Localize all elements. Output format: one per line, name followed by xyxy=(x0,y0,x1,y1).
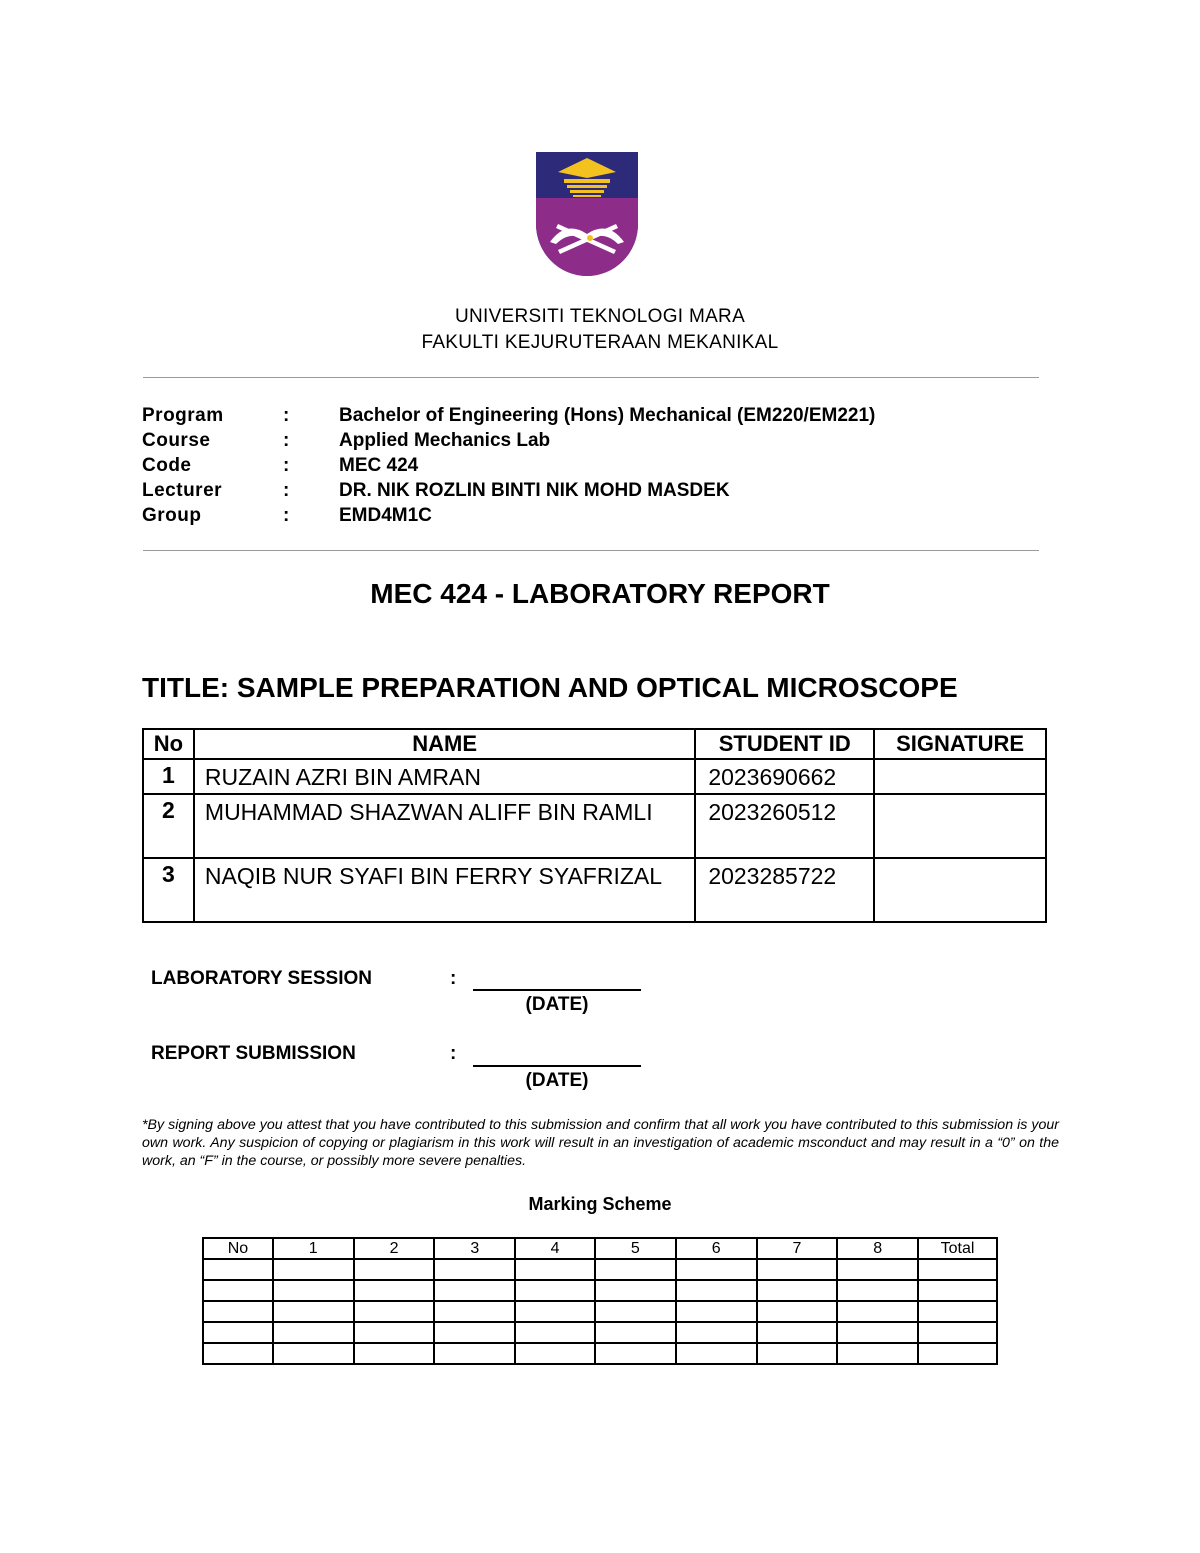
marking-header-cell: 7 xyxy=(757,1238,838,1259)
marking-cell[interactable] xyxy=(273,1259,354,1280)
marking-scheme-title: Marking Scheme xyxy=(528,1194,672,1214)
course-info xyxy=(142,405,1042,530)
info-colon: : xyxy=(283,480,290,501)
report-submission-label: REPORT SUBMISSION xyxy=(151,1043,356,1064)
university-crest-logo xyxy=(536,152,638,276)
info-label: Program xyxy=(142,405,224,426)
member-row xyxy=(143,759,1046,794)
members-table xyxy=(142,728,1047,923)
faculty-name: FAKULTI KEJURUTERAAN MEKANIKAL xyxy=(421,332,779,353)
marking-cell[interactable] xyxy=(354,1301,435,1322)
lab-session-colon: : xyxy=(450,968,457,989)
marking-header-cell: 1 xyxy=(273,1238,354,1259)
marking-cell[interactable] xyxy=(676,1280,757,1301)
marking-cell[interactable] xyxy=(757,1322,838,1343)
marking-cell[interactable] xyxy=(203,1322,273,1343)
university-name: UNIVERSITI TEKNOLOGI MARA xyxy=(454,306,746,327)
marking-cell[interactable] xyxy=(918,1259,997,1280)
marking-cell[interactable] xyxy=(434,1259,515,1280)
marking-header-cell: Total xyxy=(918,1238,997,1259)
marking-header-cell: 5 xyxy=(595,1238,676,1259)
member-no: 3 xyxy=(143,858,194,922)
marking-row xyxy=(203,1259,997,1280)
marking-cell[interactable] xyxy=(676,1322,757,1343)
marking-cell[interactable] xyxy=(757,1301,838,1322)
info-colon: : xyxy=(283,505,290,526)
report-submission-date-line[interactable] xyxy=(473,1065,641,1067)
info-colon: : xyxy=(283,405,290,426)
marking-cell[interactable] xyxy=(837,1301,918,1322)
lab-session-date-line[interactable] xyxy=(473,989,641,991)
marking-cell[interactable] xyxy=(515,1280,595,1301)
member-row xyxy=(143,794,1046,858)
member-student-id: 2023285722 xyxy=(695,858,874,922)
marking-cell[interactable] xyxy=(354,1343,435,1364)
member-name: RUZAIN AZRI BIN AMRAN xyxy=(194,759,695,794)
marking-header-cell: 8 xyxy=(837,1238,918,1259)
member-name: MUHAMMAD SHAZWAN ALIFF BIN RAMLI xyxy=(194,794,695,858)
document-title: TITLE: SAMPLE PREPARATION AND OPTICAL MICROSCOPE xyxy=(142,672,958,703)
marking-cell[interactable] xyxy=(918,1322,997,1343)
header-name: NAME xyxy=(194,729,695,759)
marking-cell[interactable] xyxy=(434,1301,515,1322)
marking-header-row xyxy=(203,1238,997,1259)
info-row-group xyxy=(142,505,1042,530)
marking-cell[interactable] xyxy=(595,1343,676,1364)
member-student-id: 2023260512 xyxy=(695,794,874,858)
marking-header-cell: No xyxy=(203,1238,273,1259)
member-student-id: 2023690662 xyxy=(695,759,874,794)
report-submission-colon: : xyxy=(450,1043,457,1064)
marking-cell[interactable] xyxy=(354,1322,435,1343)
header-signature: SIGNATURE xyxy=(874,729,1046,759)
marking-cell[interactable] xyxy=(757,1280,838,1301)
marking-cell[interactable] xyxy=(757,1343,838,1364)
info-label: Code xyxy=(142,455,192,476)
member-no: 1 xyxy=(143,759,194,794)
info-value: EMD4M1C xyxy=(339,505,432,526)
divider-top xyxy=(143,377,1039,378)
marking-cell[interactable] xyxy=(676,1259,757,1280)
divider-bottom xyxy=(143,550,1039,551)
marking-row xyxy=(203,1322,997,1343)
marking-row xyxy=(203,1280,997,1301)
marking-row xyxy=(203,1343,997,1364)
member-row xyxy=(143,858,1046,922)
lab-session-label: LABORATORY SESSION xyxy=(151,968,372,989)
marking-cell[interactable] xyxy=(837,1322,918,1343)
info-label: Lecturer xyxy=(142,480,223,501)
marking-header-cell: 2 xyxy=(354,1238,435,1259)
info-row-course xyxy=(142,430,1042,455)
marking-cell[interactable] xyxy=(595,1280,676,1301)
lab-session-date-label: (DATE) xyxy=(525,994,589,1015)
report-submission-date-label: (DATE) xyxy=(525,1070,589,1091)
marking-cell[interactable] xyxy=(434,1322,515,1343)
marking-cell[interactable] xyxy=(273,1301,354,1322)
marking-cell[interactable] xyxy=(273,1280,354,1301)
info-row-program xyxy=(142,405,1042,430)
marking-cell[interactable] xyxy=(203,1280,273,1301)
member-signature-cell[interactable] xyxy=(874,794,1046,858)
report-title: MEC 424 - LABORATORY REPORT xyxy=(370,578,830,609)
marking-cell[interactable] xyxy=(837,1259,918,1280)
members-header-row xyxy=(143,729,1046,759)
marking-cell[interactable] xyxy=(203,1343,273,1364)
marking-cell[interactable] xyxy=(354,1259,435,1280)
marking-header-cell: 6 xyxy=(676,1238,757,1259)
header-student-id: STUDENT ID xyxy=(695,729,874,759)
info-row-lecturer xyxy=(142,480,1042,505)
marking-cell[interactable] xyxy=(515,1343,595,1364)
marking-cell[interactable] xyxy=(354,1280,435,1301)
marking-scheme-table xyxy=(202,1237,998,1365)
member-signature-cell[interactable] xyxy=(874,759,1046,794)
marking-cell[interactable] xyxy=(676,1343,757,1364)
member-name: NAQIB NUR SYAFI BIN FERRY SYAFRIZAL xyxy=(194,858,695,922)
info-value: MEC 424 xyxy=(339,455,419,476)
marking-cell[interactable] xyxy=(918,1280,997,1301)
info-row-code xyxy=(142,455,1042,480)
member-signature-cell[interactable] xyxy=(874,858,1046,922)
marking-row xyxy=(203,1301,997,1322)
marking-cell[interactable] xyxy=(918,1301,997,1322)
marking-header-cell: 3 xyxy=(434,1238,515,1259)
info-colon: : xyxy=(283,455,290,476)
marking-cell[interactable] xyxy=(595,1322,676,1343)
info-label: Group xyxy=(142,505,202,526)
marking-cell[interactable] xyxy=(273,1343,354,1364)
marking-cell[interactable] xyxy=(203,1301,273,1322)
marking-cell[interactable] xyxy=(515,1301,595,1322)
info-colon: : xyxy=(283,430,290,451)
marking-cell[interactable] xyxy=(837,1343,918,1364)
plagiarism-disclaimer: *By signing above you attest that you have contributed to this submission and confirm that all work you have contributed to this submission is your own work. Any suspicion of copying or plagiarism in this work will result in an investigation of academic msconduct and may result in a “0” on the work, an “F” in the course, or possibly more severe penalties. xyxy=(142,1117,1059,1169)
marking-cell[interactable] xyxy=(595,1301,676,1322)
marking-cell[interactable] xyxy=(273,1322,354,1343)
marking-cell[interactable] xyxy=(837,1280,918,1301)
marking-cell[interactable] xyxy=(757,1259,838,1280)
marking-cell[interactable] xyxy=(676,1301,757,1322)
info-value: Bachelor of Engineering (Hons) Mechanical (EM220/EM221) xyxy=(339,405,876,426)
header-no: No xyxy=(143,729,194,759)
info-value: DR. NIK ROZLIN BINTI NIK MOHD MASDEK xyxy=(339,480,730,501)
marking-cell[interactable] xyxy=(434,1280,515,1301)
marking-cell[interactable] xyxy=(203,1259,273,1280)
member-no: 2 xyxy=(143,794,194,858)
marking-cell[interactable] xyxy=(434,1343,515,1364)
marking-rows xyxy=(203,1259,997,1364)
marking-cell[interactable] xyxy=(515,1322,595,1343)
marking-cell[interactable] xyxy=(515,1259,595,1280)
marking-cell[interactable] xyxy=(595,1259,676,1280)
info-label: Course xyxy=(142,430,211,451)
marking-cell[interactable] xyxy=(918,1343,997,1364)
info-value: Applied Mechanics Lab xyxy=(339,430,551,451)
marking-header-cell: 4 xyxy=(515,1238,595,1259)
